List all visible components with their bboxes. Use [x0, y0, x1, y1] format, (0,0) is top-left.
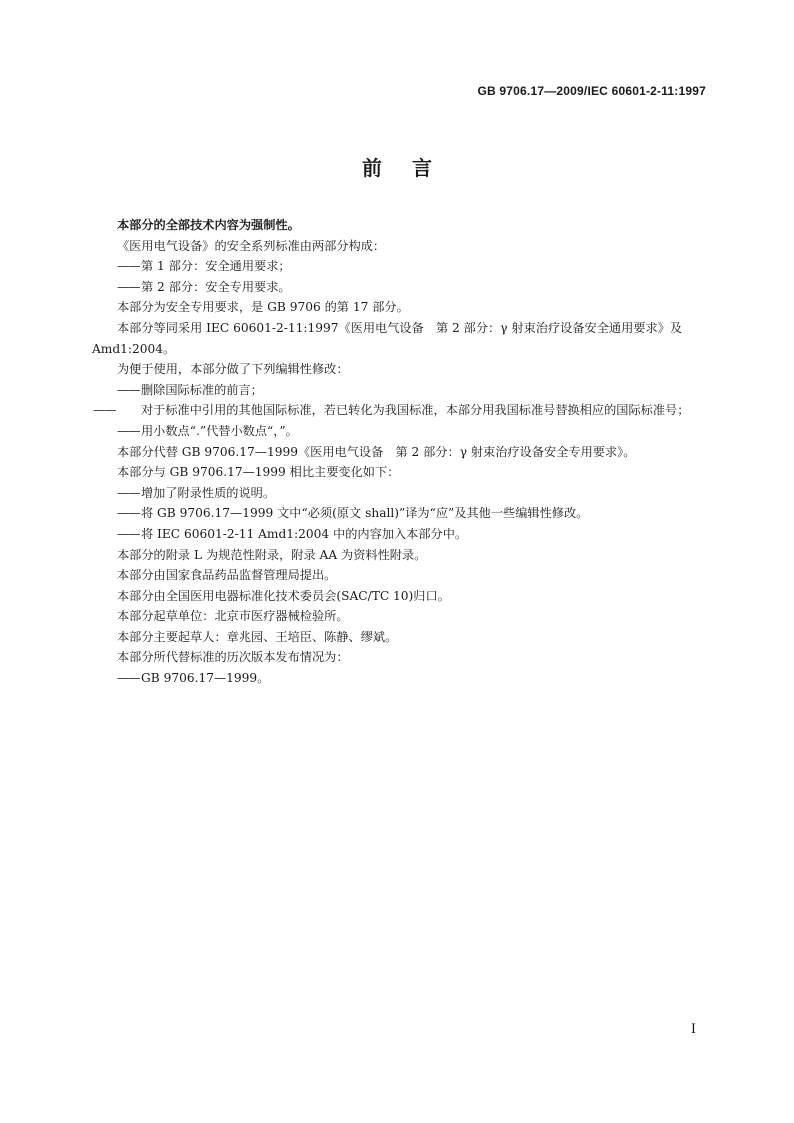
list-item [92, 277, 706, 298]
dash-mark: —— [117, 279, 140, 294]
centralized-paragraph: 本部分由全国医用电器标准化技术委员会(SAC/TC 10)归口。 [117, 588, 450, 603]
editorial-intro: 为便于使用，本部分做了下列编辑性修改： [117, 362, 349, 377]
page-number: I [690, 1022, 696, 1037]
dash-mark: —— [117, 671, 140, 686]
list-item-text: 将 GB 9706.17—1999 文中“必须(原文 shall)”译为“应”及其他一些编辑性修改。 [141, 506, 589, 521]
list-item-text: 对于标准中引用的其他国际标准，若已转化为我国标准，本部分用我国标准号替换相应的国际标准号； [141, 403, 690, 418]
drafters-paragraph: 本部分主要起草人：章兆园、王培臣、陈静、缪斌。 [117, 629, 398, 644]
list-item-text: GB 9706.17—1999。 [141, 671, 270, 686]
standard-code: GB 9706.17—2009/IEC 60601-2-11:1997 [477, 84, 706, 98]
list-item-text: 第 1 部分：安全通用要求； [141, 259, 291, 274]
list-item [92, 524, 706, 545]
dash-mark: —— [117, 382, 140, 397]
replaces-paragraph: 本部分代替 GB 9706.17—1999《医用电气设备 第 2 部分：γ 射束治疗设备安全专用要求》。 [117, 444, 636, 459]
foreword-body [92, 215, 706, 689]
drafting-unit-paragraph: 本部分起草单位：北京市医疗器械检验所。 [117, 609, 349, 624]
history-intro: 本部分所代替标准的历次版本发布情况为： [117, 650, 349, 665]
list-item [92, 503, 706, 524]
dash-mark: —— [117, 259, 140, 274]
proposed-paragraph: 本部分由国家食品药品监督管理局提出。 [117, 568, 337, 583]
list-item-text: 用小数点“.”代替小数点“，”。 [141, 423, 298, 438]
this-part-paragraph: 本部分为安全专用要求，是 GB 9706 的第 17 部分。 [117, 300, 409, 315]
mandatory-statement: 本部分的全部技术内容为强制性。 [117, 218, 300, 232]
series-paragraph: 《医用电气设备》的安全系列标准由两部分构成： [117, 238, 386, 253]
list-item [92, 483, 706, 504]
dash-mark: —— [117, 526, 140, 541]
list-item [92, 400, 706, 421]
page-title: 前言 [362, 156, 462, 180]
equivalence-paragraph: 本部分等同采用 IEC 60601-2-11:1997《医用电气设备 第 2 部分：γ 射束治疗设备安全通用要求》及 Amd1:2004。 [92, 320, 683, 356]
dash-mark: —— [93, 403, 116, 418]
changes-intro: 本部分与 GB 9706.17—1999 相比主要变化如下： [117, 465, 400, 480]
list-item-text: 将 IEC 60601-2-11 Amd1:2004 中的内容加入本部分中。 [141, 526, 468, 541]
dash-mark: —— [117, 423, 140, 438]
annex-paragraph: 本部分的附录 L 为规范性附录，附录 AA 为资料性附录。 [117, 547, 427, 562]
dash-mark: —— [117, 485, 140, 500]
list-item [92, 421, 706, 442]
list-item [92, 380, 706, 401]
list-item-text: 增加了附录性质的说明。 [141, 485, 276, 500]
list-item [92, 668, 706, 689]
dash-mark: —— [117, 506, 140, 521]
list-item-text: 删除国际标准的前言； [141, 382, 263, 397]
list-item [92, 256, 706, 277]
list-item-text: 第 2 部分：安全专用要求。 [141, 279, 291, 294]
